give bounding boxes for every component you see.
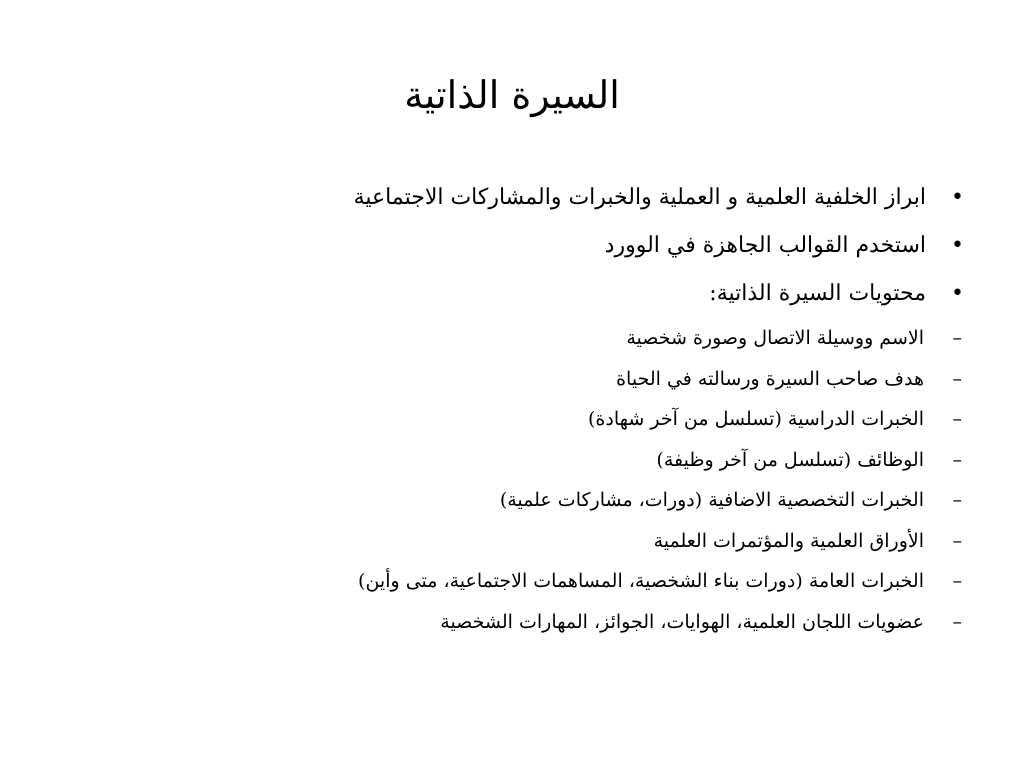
dash-icon: – [952, 570, 962, 592]
sub-bullet-item [70, 480, 970, 521]
bullet-text: استخدم القوالب الجاهزة في الوورد [604, 233, 926, 258]
dash-icon: – [952, 529, 962, 552]
bullet-text: محتويات السيرة الذاتية: [709, 281, 926, 306]
sub-bullet-text: الخبرات الدراسية (تسلسل من آخر شهادة) [588, 408, 924, 430]
bullet-item [70, 174, 970, 222]
bullet-text: ابراز الخلفية العلمية و العملية والخبرات والمشاركات الاجتماعية [353, 185, 926, 210]
bullet-item [70, 270, 970, 318]
sub-bullet-item [70, 399, 970, 440]
bullet-list [70, 174, 970, 318]
bullet-item [70, 222, 970, 270]
dash-icon: – [952, 448, 962, 471]
sub-bullet-item [70, 561, 970, 602]
sub-bullet-item [70, 521, 970, 562]
sub-bullet-item [70, 602, 970, 643]
slide-content [70, 174, 970, 642]
sub-bullet-item [70, 359, 970, 400]
sub-bullet-list [70, 318, 970, 642]
sub-bullet-text: الأوراق العلمية والمؤتمرات العلمية [653, 529, 924, 552]
sub-bullet-text: الوظائف (تسلسل من آخر وظيفة) [656, 448, 924, 471]
dash-icon: – [952, 367, 962, 390]
slide-title: السيرة الذاتية [404, 73, 620, 117]
dash-icon: – [952, 489, 962, 511]
sub-bullet-text: الخبرات العامة (دورات بناء الشخصية، المساهمات الاجتماعية، متى وأين) [358, 570, 924, 592]
bullet-icon: • [951, 281, 964, 306]
dash-icon: – [952, 408, 962, 430]
sub-bullet-text: الاسم ووسيلة الاتصال وصورة شخصية [626, 327, 924, 349]
sub-bullet-item [70, 318, 970, 359]
sub-bullet-text: الخبرات التخصصية الاضافية (دورات، مشاركات علمية) [499, 489, 924, 511]
dash-icon: – [952, 610, 962, 633]
sub-bullet-text: عضويات اللجان العلمية، الهوايات، الجوائز، المهارات الشخصية [440, 610, 924, 633]
sub-bullet-item [70, 440, 970, 481]
bullet-icon: • [951, 185, 964, 210]
dash-icon: – [952, 327, 962, 349]
sub-bullet-text: هدف صاحب السيرة ورسالته في الحياة [616, 367, 924, 390]
bullet-icon: • [951, 233, 964, 258]
